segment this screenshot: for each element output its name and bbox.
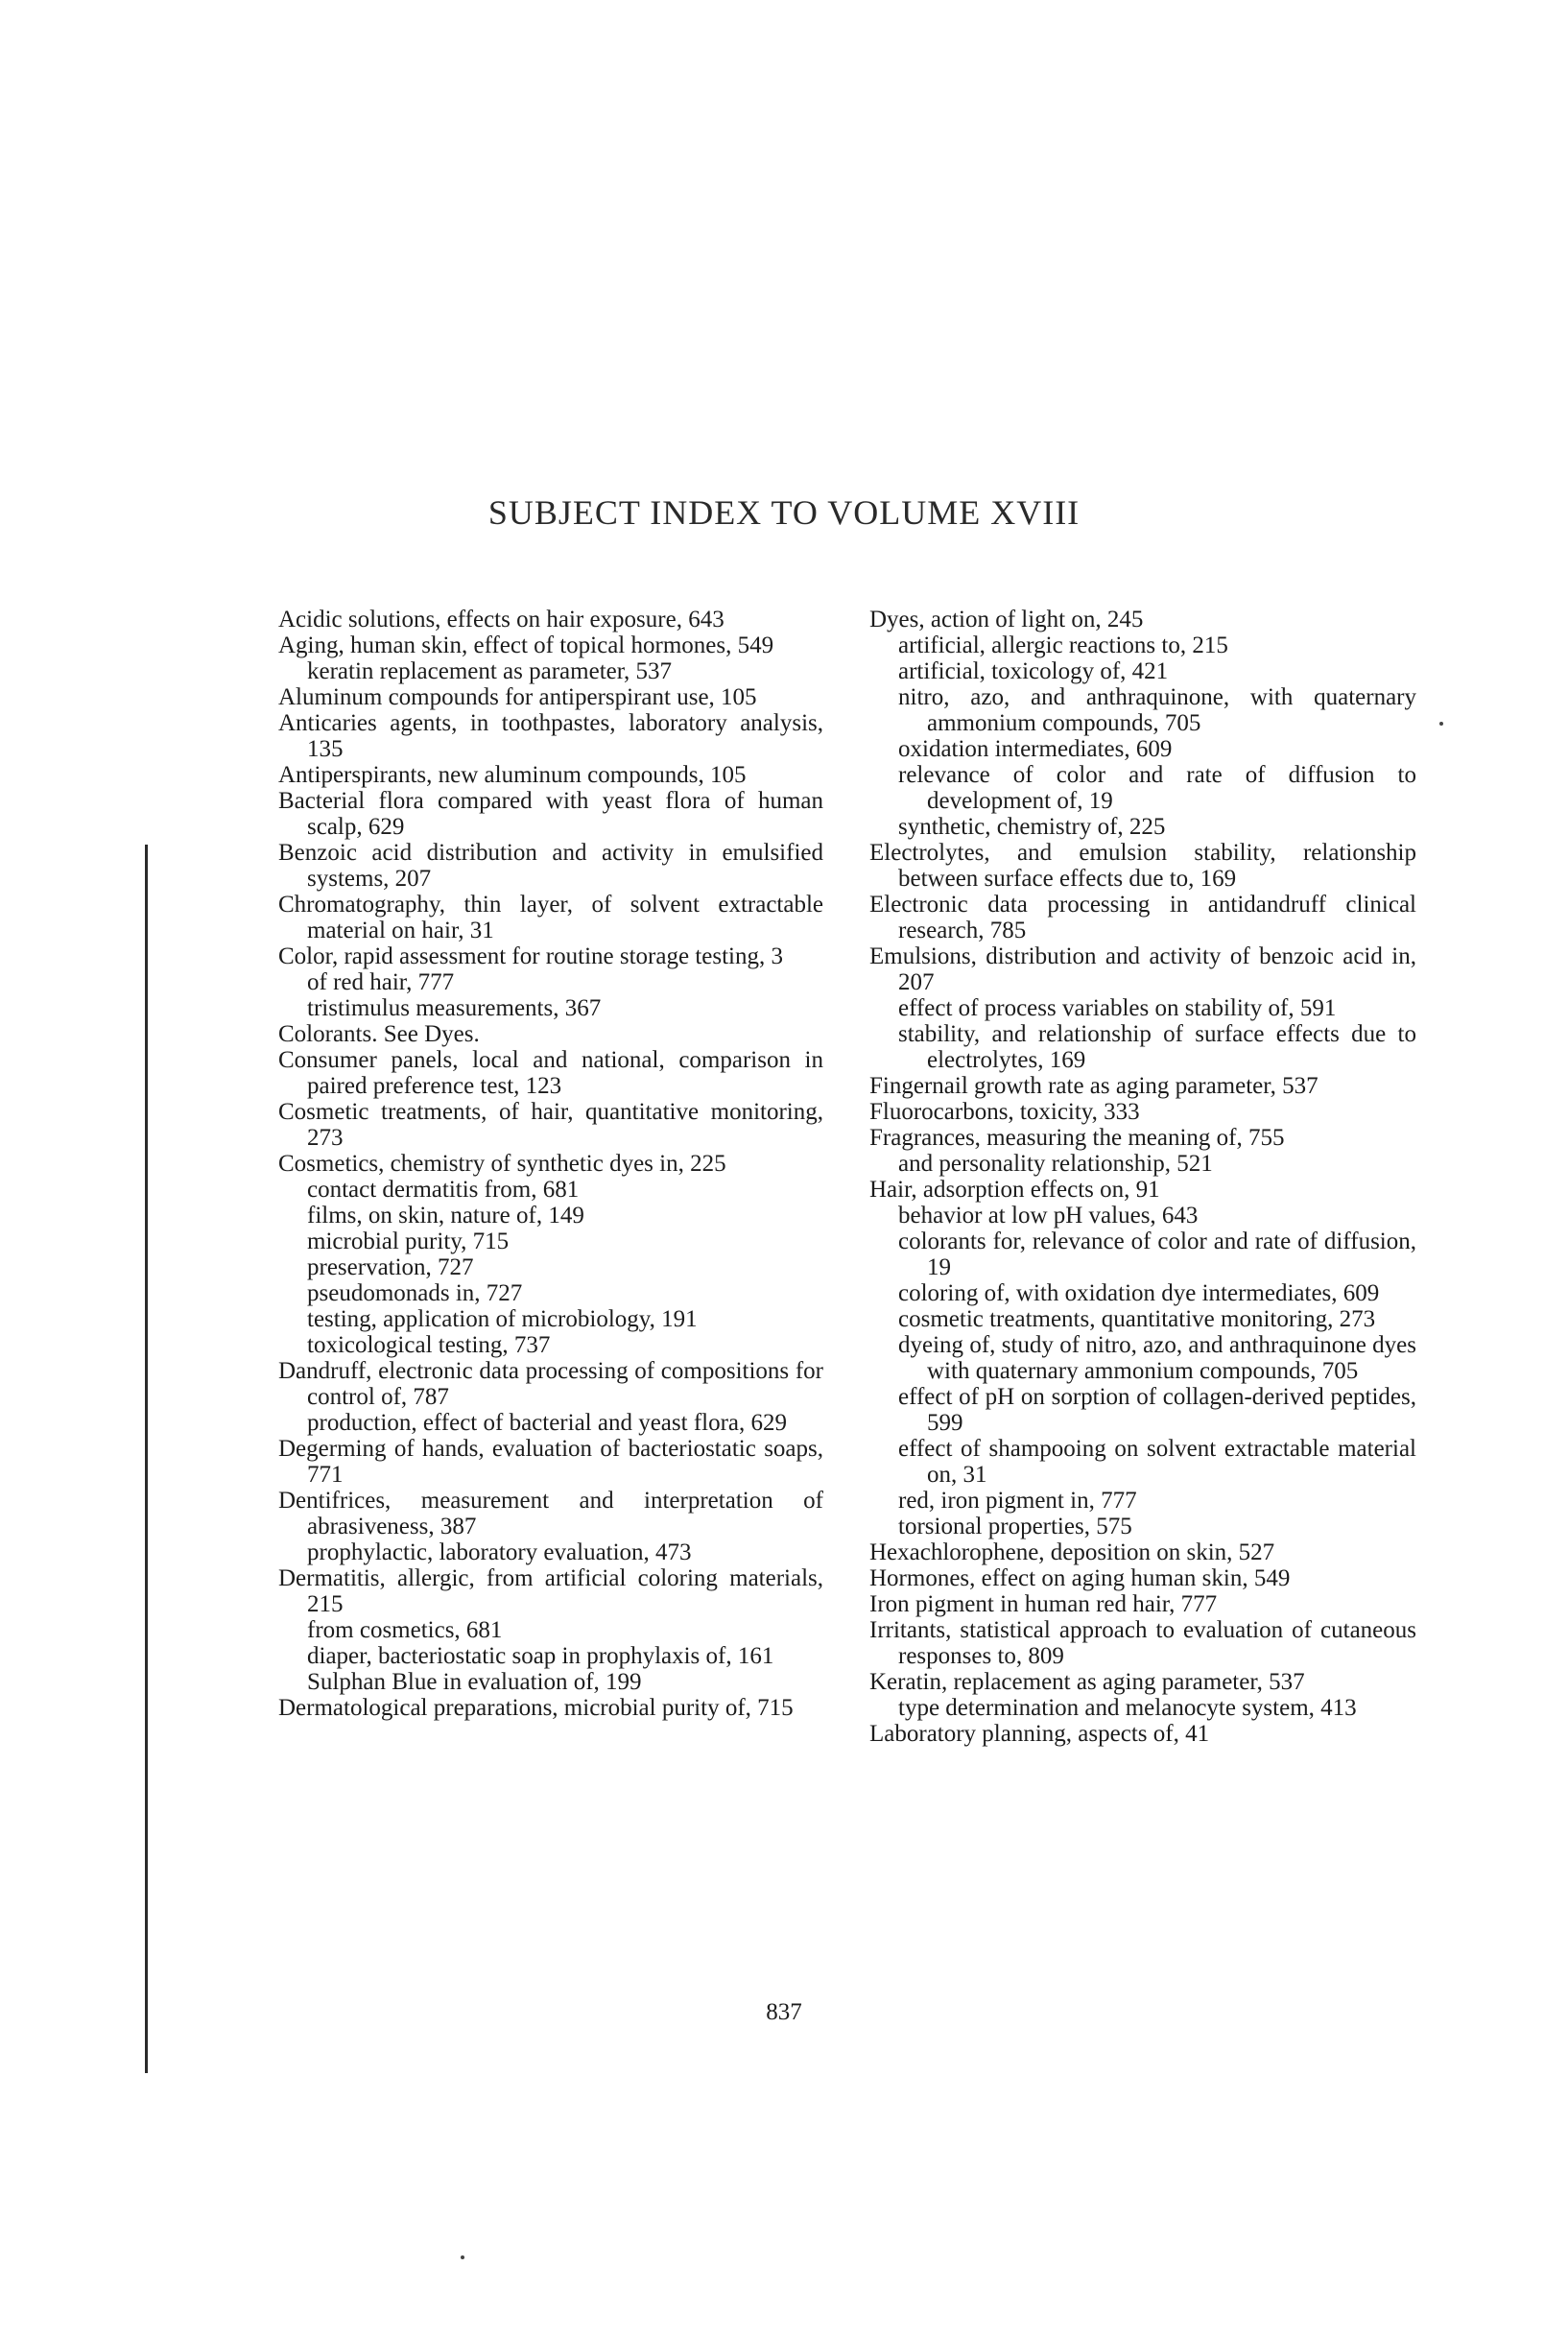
index-entry: Hair, adsorption effects on, 91 <box>869 1177 1160 1203</box>
index-subentry: contact dermatitis from, 681 <box>307 1177 580 1203</box>
index-entry: Electronic data processing in antidandruff clinical research, 785 <box>869 892 1416 943</box>
index-subentry: films, on skin, nature of, 149 <box>307 1203 584 1229</box>
index-entry: Laboratory planning, aspects of, 41 <box>869 1721 1210 1747</box>
index-entry: Irritants, statistical approach to evaluation of cutaneous responses to, 809 <box>869 1617 1416 1669</box>
index-subentry: testing, application of microbiology, 191 <box>307 1306 698 1332</box>
index-entry: Cosmetic treatments, of hair, quantitative monitoring, 273 <box>278 1099 823 1151</box>
index-entry: Dyes, action of light on, 245 <box>869 607 1144 632</box>
index-subentry: effect of pH on sorption of collagen-derived peptides, 599 <box>898 1384 1416 1436</box>
index-entry: Consumer panels, local and national, comparison in paired preference test, 123 <box>278 1047 823 1099</box>
index-subentry: from cosmetics, 681 <box>307 1617 503 1643</box>
page-number: 837 <box>766 1999 802 2025</box>
index-entry: Chromatography, thin layer, of solvent extractable material on hair, 31 <box>278 892 823 943</box>
index-entry: Dermatitis, allergic, from artificial coloring materials, 215 <box>278 1565 823 1617</box>
index-entry: Color, rapid assessment for routine storage testing, 3 <box>278 943 783 969</box>
index-subentry: behavior at low pH values, 643 <box>898 1203 1199 1229</box>
index-entry: Hormones, effect on aging human skin, 549 <box>869 1565 1291 1591</box>
index-subentry: production, effect of bacterial and yeast flora, 629 <box>307 1410 788 1436</box>
index-entry: Emulsions, distribution and activity of benzoic acid in, 207 <box>869 943 1416 995</box>
index-subentry: tristimulus measurements, 367 <box>307 995 602 1021</box>
index-subentry: nitro, azo, and anthraquinone, with quaternary ammonium compounds, 705 <box>898 684 1416 736</box>
index-entry: Acidic solutions, effects on hair exposure, 643 <box>278 607 725 632</box>
index-subentry: of red hair, 777 <box>307 969 455 995</box>
index-subentry: coloring of, with oxidation dye intermediates, 609 <box>898 1280 1380 1306</box>
index-subentry: microbial purity, 715 <box>307 1229 510 1254</box>
index-entry: Aging, human skin, effect of topical hormones, 549 <box>278 632 774 658</box>
index-subentry: cosmetic treatments, quantitative monitoring, 273 <box>898 1306 1376 1332</box>
index-column-left <box>278 607 823 1721</box>
index-subentry: effect of shampooing on solvent extractable material on, 31 <box>898 1436 1416 1488</box>
index-subentry: Sulphan Blue in evaluation of, 199 <box>307 1669 642 1695</box>
index-subentry: colorants for, relevance of color and rate of diffusion, 19 <box>898 1229 1416 1280</box>
index-subentry: prophylactic, laboratory evaluation, 473 <box>307 1539 692 1565</box>
index-subentry: synthetic, chemistry of, 225 <box>898 814 1166 840</box>
index-subentry: artificial, toxicology of, 421 <box>898 658 1169 684</box>
index-entry: Anticaries agents, in toothpastes, laboratory analysis, 135 <box>278 710 823 762</box>
index-subentry: and personality relationship, 521 <box>898 1151 1213 1177</box>
index-subentry: relevance of color and rate of diffusion to development of, 19 <box>898 762 1416 814</box>
index-entry: Dandruff, electronic data processing of compositions for control of, 787 <box>278 1358 823 1410</box>
index-subentry: pseudomonads in, 727 <box>307 1280 523 1306</box>
index-subentry: type determination and melanocyte system, 413 <box>898 1695 1357 1721</box>
index-entry: Antiperspirants, new aluminum compounds, 105 <box>278 762 747 788</box>
index-entry: Fingernail growth rate as aging parameter, 537 <box>869 1073 1319 1099</box>
index-subentry: artificial, allergic reactions to, 215 <box>898 632 1228 658</box>
index-column-right <box>869 607 1416 1747</box>
index-entry: Iron pigment in human red hair, 777 <box>869 1591 1218 1617</box>
index-entry: Bacterial flora compared with yeast flora of human scalp, 629 <box>278 788 823 840</box>
index-subentry: red, iron pigment in, 777 <box>898 1488 1137 1514</box>
index-subentry: toxicological testing, 737 <box>307 1332 551 1358</box>
index-entry: Degerming of hands, evaluation of bacteriostatic soaps, 771 <box>278 1436 823 1488</box>
scan-speck <box>1439 722 1443 726</box>
index-entry: Cosmetics, chemistry of synthetic dyes in, 225 <box>278 1151 726 1177</box>
index-subentry: stability, and relationship of surface effects due to electrolytes, 169 <box>898 1021 1416 1073</box>
scan-speck <box>461 2255 464 2259</box>
index-entry: Keratin, replacement as aging parameter, 537 <box>869 1669 1305 1695</box>
index-entry: Benzoic acid distribution and activity in emulsified systems, 207 <box>278 840 823 892</box>
index-entry: Hexachlorophene, deposition on skin, 527 <box>869 1539 1275 1565</box>
index-entry: Electrolytes, and emulsion stability, relationship between surface effects due to, 169 <box>869 840 1416 892</box>
index-subentry: keratin replacement as parameter, 537 <box>307 658 673 684</box>
index-entry: Dentifrices, measurement and interpretation of abrasiveness, 387 <box>278 1488 823 1539</box>
index-entry: Aluminum compounds for antiperspirant use, 105 <box>278 684 757 710</box>
index-entry: Dermatological preparations, microbial purity of, 715 <box>278 1695 794 1721</box>
index-subentry: torsional properties, 575 <box>898 1514 1132 1539</box>
index-entry: Fragrances, measuring the meaning of, 755 <box>869 1125 1285 1151</box>
index-subentry: dyeing of, study of nitro, azo, and anthraquinone dyes with quaternary ammonium compounds, 705 <box>898 1332 1416 1384</box>
index-entry: Fluorocarbons, toxicity, 333 <box>869 1099 1140 1125</box>
index-subentry: oxidation intermediates, 609 <box>898 736 1173 762</box>
index-subentry: effect of process variables on stability of, 591 <box>898 995 1337 1021</box>
margin-scan-mark <box>145 845 148 2073</box>
index-subentry: preservation, 727 <box>307 1254 474 1280</box>
index-subentry: diaper, bacteriostatic soap in prophylaxis of, 161 <box>307 1643 774 1669</box>
index-entry: Colorants. See Dyes. <box>278 1021 480 1047</box>
page-title: SUBJECT INDEX TO VOLUME XVIII <box>487 493 1081 532</box>
